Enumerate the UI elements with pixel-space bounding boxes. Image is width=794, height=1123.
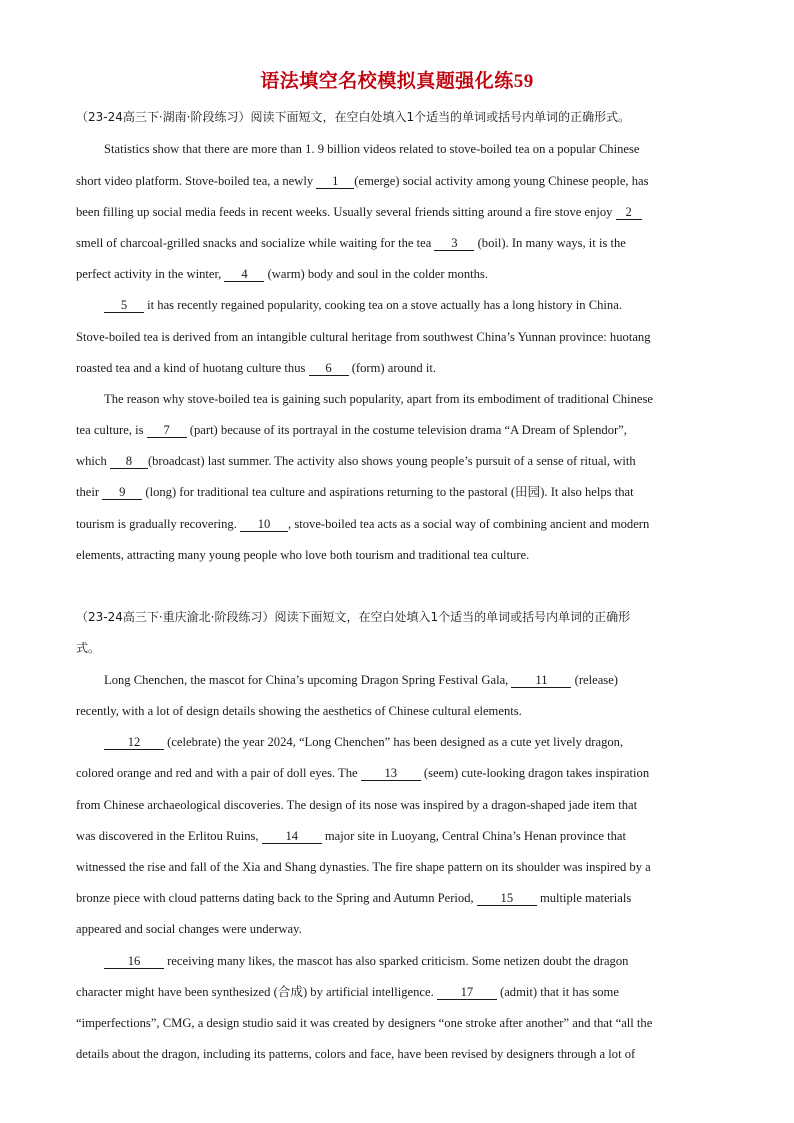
passage-2-line: Long Chenchen, the mascot for China’s upcoming Dragon Spring Festival Gala, 11 (release)	[104, 673, 618, 687]
passage-2-line: “imperfections”, CMG, a design studio said it was created by designers “one stroke after another” and that “all the	[76, 1016, 653, 1030]
answer-blank[interactable]: 10	[240, 517, 288, 532]
passage-1-line: their 9 (long) for traditional tea culture and aspirations returning to the pastoral (田园). It also helps that	[76, 485, 634, 499]
passage-1-line: The reason why stove-boiled tea is gaining such popularity, apart from its embodiment of traditional Chinese	[104, 392, 653, 406]
passage-1-line: perfect activity in the winter, 4 (warm) body and soul in the colder months.	[76, 267, 488, 281]
passage-2-line: details about the dragon, including its patterns, colors and face, have been revised by designers through a lot of	[76, 1047, 636, 1061]
passage-1-line: Statistics show that there are more than 1. 9 billion videos related to stove-boiled tea on a popular Chinese	[104, 142, 640, 156]
answer-blank[interactable]: 3	[434, 236, 474, 251]
answer-blank[interactable]: 7	[147, 423, 187, 438]
passage-2-line: character might have been synthesized (合成) by artificial intelligence. 17 (admit) that it has some	[76, 985, 619, 999]
passage-1-line: elements, attracting many young people who love both tourism and traditional tea culture.	[76, 548, 530, 562]
passage-2-line: witnessed the rise and fall of the Xia and Shang dynasties. The fire shape pattern on its shoulder was inspired by a	[76, 860, 651, 874]
answer-blank[interactable]: 5	[104, 298, 144, 313]
answer-blank[interactable]: 6	[309, 361, 349, 376]
answer-blank[interactable]: 4	[224, 267, 264, 282]
answer-blank[interactable]: 1	[316, 174, 354, 189]
answer-blank[interactable]: 13	[361, 766, 421, 781]
passage-1-line: 5 it has recently regained popularity, cooking tea on a stove actually has a long history in China.	[104, 296, 718, 314]
passage-2-line: was discovered in the Erlitou Ruins, 14 major site in Luoyang, Central China’s Henan province that	[76, 829, 627, 843]
passage-1-line: tourism is gradually recovering. 10 , stove-boiled tea acts as a social way of combining ancient and modern	[76, 517, 650, 531]
section-2-header-cont: 式。	[76, 641, 101, 655]
passage-1-line: roasted tea and a kind of huotang culture thus 6 (form) around it.	[76, 361, 437, 375]
passage-2-line: recently, with a lot of design details showing the aesthetics of Chinese cultural elements.	[76, 704, 522, 718]
passage-1-line: Stove-boiled tea is derived from an intangible cultural heritage from southwest China’s Yunnan province: huotang	[76, 330, 651, 344]
answer-blank[interactable]: 12	[104, 735, 164, 750]
passage-2-line: 12 (celebrate) the year 2024, “Long Chenchen” has been designed as a cute yet lively dragon,	[104, 733, 718, 751]
answer-blank[interactable]: 15	[477, 891, 537, 906]
passage-1-line: been filling up social media feeds in recent weeks. Usually several friends sitting around a fire stove enjoy 2	[76, 203, 718, 221]
passage-1-line: short video platform. Stove-boiled tea, a newly 1 (emerge) social activity among young Chinese people, has	[76, 174, 649, 188]
passage-1-line: tea culture, is 7 (part) because of its portrayal in the costume television drama “A Dream of Splendor”,	[76, 423, 627, 437]
answer-blank[interactable]: 2	[616, 205, 642, 220]
answer-blank[interactable]: 9	[102, 485, 142, 500]
passage-2-line: colored orange and red and with a pair of doll eyes. The 13 (seem) cute-looking dragon takes inspiration	[76, 766, 650, 780]
passage-1-line: smell of charcoal-grilled snacks and socialize while waiting for the tea 3 (boil). In many ways, it is the	[76, 236, 626, 250]
passage-2-line: appeared and social changes were underway.	[76, 922, 302, 936]
answer-blank[interactable]: 14	[262, 829, 322, 844]
section-1-header: （23-24高三下·湖南·阶段练习）阅读下面短文，在空白处填入1个适当的单词或括号内单词的正确形式。	[76, 110, 631, 124]
passage-2-line: 16 receiving many likes, the mascot has also sparked criticism. Some netizen doubt the dragon	[104, 952, 718, 970]
passage-1-line: which 8 (broadcast) last summer. The activity also shows young people’s pursuit of a sense of ritual, with	[76, 454, 636, 468]
passage-2-line: from Chinese archaeological discoveries. The design of its nose was inspired by a dragon-shaped jade item that	[76, 798, 638, 812]
answer-blank[interactable]: 16	[104, 954, 164, 969]
answer-blank[interactable]: 17	[437, 985, 497, 1000]
page-title: 语法填空名校模拟真题强化练59	[260, 71, 534, 92]
answer-blank[interactable]: 11	[511, 673, 571, 688]
section-2-header: （23-24高三下·重庆渝北·阶段练习）阅读下面短文，在空白处填入1个适当的单词或括号内单词的正确形	[76, 610, 631, 624]
answer-blank[interactable]: 8	[110, 454, 148, 469]
passage-2-line: bronze piece with cloud patterns dating back to the Spring and Autumn Period, 15 multiple materials	[76, 891, 632, 905]
